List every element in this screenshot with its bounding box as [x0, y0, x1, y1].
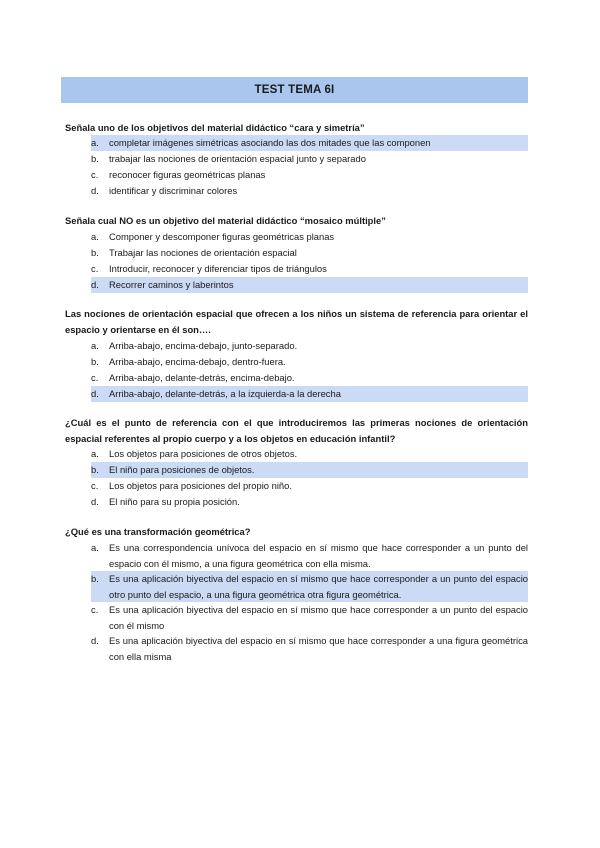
option-letter: b. [91, 247, 99, 258]
question-5-option-b [91, 571, 528, 602]
option-text: Los objetos para posiciones de otros objetos. [109, 448, 298, 459]
question-3-option-a [91, 338, 528, 354]
option-letter: d. [91, 185, 99, 196]
option-letter: c. [91, 169, 99, 180]
option-letter: a. [91, 542, 99, 553]
option-text: Componer y descomponer figuras geométricas planas [109, 231, 335, 242]
option-letter: d. [91, 496, 99, 507]
option-letter: a. [91, 448, 99, 459]
option-text: Arriba-abajo, delante-detrás, a la izquierda-a la derecha [109, 388, 341, 399]
question-4-option-b [91, 462, 528, 478]
question-4-option-a [91, 446, 528, 462]
question-1-text: Señala uno de los objetivos del material didáctico “cara y simetría” [65, 122, 365, 133]
option-letter: c. [91, 604, 99, 615]
option-letter: c. [91, 372, 99, 383]
question-2-option-a [91, 229, 528, 245]
option-letter: b. [91, 153, 99, 164]
question-1-option-c [91, 167, 528, 183]
option-text: Arriba-abajo, encima-debajo, junto-separado. [109, 340, 298, 351]
option-letter: a. [91, 231, 99, 242]
question-5-text: ¿Qué es una transformación geométrica? [65, 526, 251, 537]
question-4-option-c [91, 478, 528, 494]
option-text: Es una aplicación biyectiva del espacio en sí mismo que hace corresponder a una figura geométrica con ella misma [109, 635, 528, 662]
question-2-option-d [91, 277, 528, 293]
option-text: Arriba-abajo, encima-debajo, dentro-fuera. [109, 356, 286, 367]
option-letter: c. [91, 480, 99, 491]
option-letter: d. [91, 388, 99, 399]
option-letter: b. [91, 464, 99, 475]
question-1-option-d [91, 183, 528, 199]
page-title: TEST TEMA 6I [61, 77, 528, 103]
option-text: reconocer figuras geométricas planas [109, 169, 266, 180]
option-text: completar imágenes simétricas asociando las dos mitades que las componen [109, 137, 431, 148]
option-letter: d. [91, 635, 99, 646]
question-3-text: Las nociones de orientación espacial que ofrecen a los niños un sistema de referencia para orientar el espacio y orientarse en él son…. [65, 308, 528, 335]
question-5-option-a [91, 540, 528, 571]
option-letter: d. [91, 279, 99, 290]
option-text: Arriba-abajo, delante-detrás, encima-debajo. [109, 372, 295, 383]
question-4-text: ¿Cuál es el punto de referencia con el que introduciremos las primeras nociones de orientación espacial referentes al propio cuerpo y a los objetos en educación infantil? [65, 417, 528, 444]
option-letter: a. [91, 340, 99, 351]
option-letter: a. [91, 137, 99, 148]
question-5-option-d [91, 633, 528, 664]
question-2-option-b [91, 245, 528, 261]
question-3-option-d [91, 386, 528, 402]
option-text: Trabajar las nociones de orientación espacial [109, 247, 297, 258]
question-4-option-d [91, 494, 528, 510]
option-text: Es una aplicación biyectiva del espacio en sí mismo que hace corresponder a un punto del espacio con él mismo [109, 604, 528, 631]
question-1-option-b [91, 151, 528, 167]
option-text: Los objetos para posiciones del propio niño. [109, 480, 292, 491]
option-text: Es una aplicación biyectiva del espacio en sí mismo que hace corresponder a un punto del espacio otro punto del espacio, a una figura geométrica otra figura geométrica. [109, 573, 528, 600]
question-2-option-c [91, 261, 528, 277]
option-text: El niño para posiciones de objetos. [109, 464, 255, 475]
option-letter: c. [91, 263, 99, 274]
option-text: trabajar las nociones de orientación espacial junto y separado [109, 153, 366, 164]
question-3-option-c [91, 370, 528, 386]
question-2-text: Señala cual NO es un objetivo del material didáctico “mosaico múltiple” [65, 215, 386, 226]
question-3-option-b [91, 354, 528, 370]
option-text: Recorrer caminos y laberintos [109, 279, 234, 290]
option-text: Introducir, reconocer y diferenciar tipos de triángulos [109, 263, 327, 274]
option-letter: b. [91, 573, 99, 584]
option-text: El niño para su propia posición. [109, 496, 240, 507]
option-letter: b. [91, 356, 99, 367]
question-1-option-a [91, 135, 528, 151]
question-5-option-c [91, 602, 528, 633]
option-text: identificar y discriminar colores [109, 185, 238, 196]
option-text: Es una correspondencia unívoca del espacio en sí mismo que hace corresponder a un punto del espacio con él mismo, a una figura geométrica con ella misma. [109, 542, 528, 569]
